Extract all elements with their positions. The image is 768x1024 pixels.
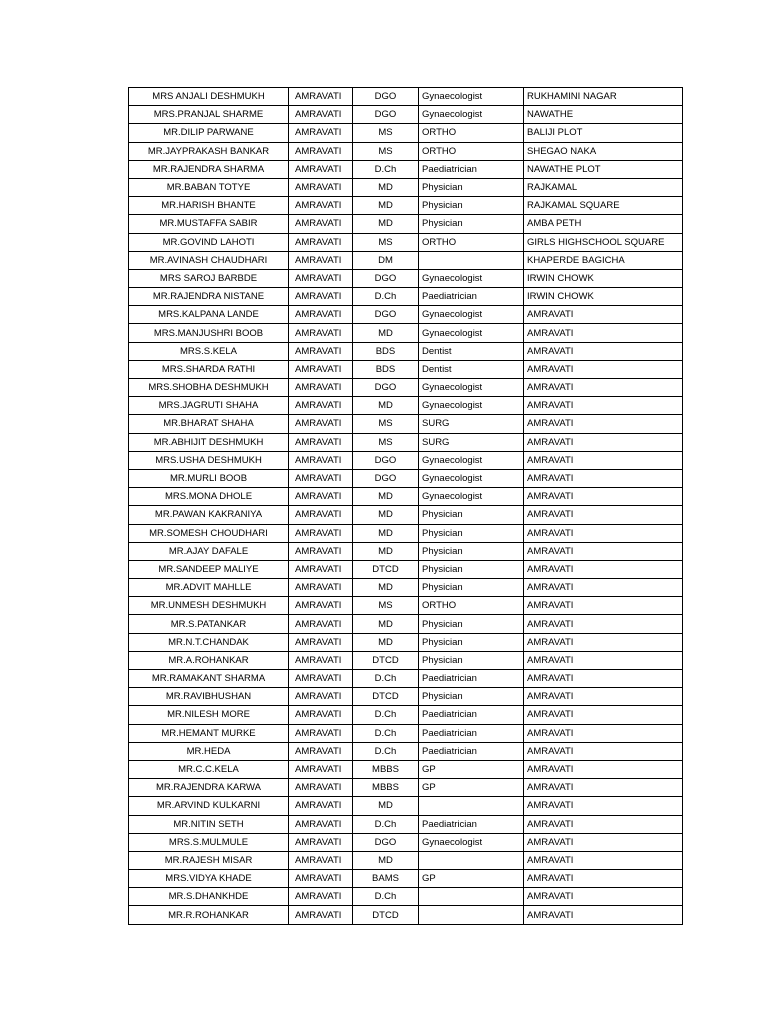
doctor-name-cell: MR.C.C.KELA <box>129 760 289 778</box>
city-cell: AMRAVATI <box>289 88 353 106</box>
specialty-cell: Physician <box>419 506 524 524</box>
city-cell: AMRAVATI <box>289 178 353 196</box>
address-cell: BALIJI PLOT <box>524 124 683 142</box>
degree-cell: DGO <box>353 379 419 397</box>
doctor-name-cell: MRS.S.MULMULE <box>129 833 289 851</box>
table-row <box>129 269 683 287</box>
doctor-name-cell: MRS.KALPANA LANDE <box>129 306 289 324</box>
specialty-cell: Physician <box>419 560 524 578</box>
degree-cell: MS <box>353 142 419 160</box>
specialty-cell: GP <box>419 779 524 797</box>
address-cell: AMRAVATI <box>524 397 683 415</box>
doctor-name-cell: MR.AVINASH CHAUDHARI <box>129 251 289 269</box>
degree-cell: MD <box>353 633 419 651</box>
specialty-cell <box>419 851 524 869</box>
degree-cell: MS <box>353 415 419 433</box>
address-cell: IRWIN CHOWK <box>524 269 683 287</box>
specialty-cell: GP <box>419 870 524 888</box>
degree-cell: DGO <box>353 106 419 124</box>
address-cell: NAWATHE <box>524 106 683 124</box>
specialty-cell: Gynaecologist <box>419 324 524 342</box>
address-cell: AMRAVATI <box>524 342 683 360</box>
doctor-name-cell: MRS.USHA DESHMUKH <box>129 451 289 469</box>
specialty-cell: Paediatrician <box>419 160 524 178</box>
doctor-name-cell: MRS ANJALI DESHMUKH <box>129 88 289 106</box>
table-row <box>129 506 683 524</box>
address-cell: AMBA PETH <box>524 215 683 233</box>
doctor-name-cell: MRS.JAGRUTI SHAHA <box>129 397 289 415</box>
city-cell: AMRAVATI <box>289 579 353 597</box>
address-cell: AMRAVATI <box>524 379 683 397</box>
city-cell: AMRAVATI <box>289 469 353 487</box>
city-cell: AMRAVATI <box>289 397 353 415</box>
address-cell: GIRLS HIGHSCHOOL SQUARE <box>524 233 683 251</box>
degree-cell: MD <box>353 197 419 215</box>
doctor-name-cell: MRS.S.KELA <box>129 342 289 360</box>
city-cell: AMRAVATI <box>289 851 353 869</box>
doctor-name-cell: MRS.PRANJAL SHARME <box>129 106 289 124</box>
specialty-cell: Physician <box>419 178 524 196</box>
doctor-name-cell: MR.UNMESH DESHMUKH <box>129 597 289 615</box>
address-cell: AMRAVATI <box>524 597 683 615</box>
city-cell: AMRAVATI <box>289 360 353 378</box>
address-cell: AMRAVATI <box>524 870 683 888</box>
doctor-directory-table <box>128 87 683 925</box>
city-cell: AMRAVATI <box>289 724 353 742</box>
specialty-cell: Physician <box>419 197 524 215</box>
degree-cell: DTCD <box>353 651 419 669</box>
city-cell: AMRAVATI <box>289 142 353 160</box>
table-row <box>129 288 683 306</box>
city-cell: AMRAVATI <box>289 870 353 888</box>
city-cell: AMRAVATI <box>289 542 353 560</box>
table-row <box>129 124 683 142</box>
city-cell: AMRAVATI <box>289 779 353 797</box>
table-row <box>129 524 683 542</box>
table-row <box>129 415 683 433</box>
address-cell: AMRAVATI <box>524 306 683 324</box>
city-cell: AMRAVATI <box>289 633 353 651</box>
degree-cell: MD <box>353 215 419 233</box>
degree-cell: DGO <box>353 833 419 851</box>
degree-cell: MD <box>353 524 419 542</box>
table-row <box>129 397 683 415</box>
specialty-cell: Dentist <box>419 342 524 360</box>
degree-cell: MD <box>353 324 419 342</box>
specialty-cell: Gynaecologist <box>419 488 524 506</box>
specialty-cell: Physician <box>419 651 524 669</box>
address-cell: AMRAVATI <box>524 833 683 851</box>
doctor-name-cell: MR.R.ROHANKAR <box>129 906 289 924</box>
doctor-name-cell: MR.RAVIBHUSHAN <box>129 688 289 706</box>
address-cell: NAWATHE PLOT <box>524 160 683 178</box>
doctor-name-cell: MR.N.T.CHANDAK <box>129 633 289 651</box>
doctor-name-cell: MRS.MONA DHOLE <box>129 488 289 506</box>
city-cell: AMRAVATI <box>289 433 353 451</box>
city-cell: AMRAVATI <box>289 269 353 287</box>
doctor-name-cell: MR.RAJENDRA NISTANE <box>129 288 289 306</box>
specialty-cell: Gynaecologist <box>419 306 524 324</box>
table-row <box>129 797 683 815</box>
doctor-name-cell: MR.RAJENDRA KARWA <box>129 779 289 797</box>
degree-cell: MBBS <box>353 779 419 797</box>
specialty-cell: ORTHO <box>419 142 524 160</box>
specialty-cell: Gynaecologist <box>419 451 524 469</box>
table-row <box>129 451 683 469</box>
city-cell: AMRAVATI <box>289 197 353 215</box>
address-cell: IRWIN CHOWK <box>524 288 683 306</box>
specialty-cell <box>419 906 524 924</box>
specialty-cell <box>419 251 524 269</box>
table-row <box>129 360 683 378</box>
degree-cell: D.Ch <box>353 888 419 906</box>
degree-cell: D.Ch <box>353 742 419 760</box>
specialty-cell: Paediatrician <box>419 742 524 760</box>
doctor-name-cell: MR.S.PATANKAR <box>129 615 289 633</box>
address-cell: AMRAVATI <box>524 360 683 378</box>
doctor-name-cell: MR.HEDA <box>129 742 289 760</box>
city-cell: AMRAVATI <box>289 597 353 615</box>
table-row <box>129 888 683 906</box>
degree-cell: D.Ch <box>353 160 419 178</box>
doctor-name-cell: MR.BHARAT SHAHA <box>129 415 289 433</box>
city-cell: AMRAVATI <box>289 106 353 124</box>
address-cell: AMRAVATI <box>524 742 683 760</box>
city-cell: AMRAVATI <box>289 124 353 142</box>
specialty-cell: Paediatrician <box>419 706 524 724</box>
degree-cell: D.Ch <box>353 724 419 742</box>
table-body <box>129 88 683 925</box>
table-row <box>129 670 683 688</box>
table-row <box>129 433 683 451</box>
specialty-cell: Physician <box>419 615 524 633</box>
doctor-name-cell: MR.HEMANT MURKE <box>129 724 289 742</box>
degree-cell: DGO <box>353 306 419 324</box>
doctor-name-cell: MRS.VIDYA KHADE <box>129 870 289 888</box>
table-row <box>129 251 683 269</box>
address-cell: AMRAVATI <box>524 851 683 869</box>
address-cell: AMRAVATI <box>524 724 683 742</box>
table-row <box>129 706 683 724</box>
table-row <box>129 488 683 506</box>
doctor-name-cell: MR.BABAN TOTYE <box>129 178 289 196</box>
address-cell: AMRAVATI <box>524 688 683 706</box>
degree-cell: MS <box>353 597 419 615</box>
degree-cell: DM <box>353 251 419 269</box>
table-row <box>129 579 683 597</box>
degree-cell: DTCD <box>353 906 419 924</box>
degree-cell: MS <box>353 433 419 451</box>
address-cell: AMRAVATI <box>524 651 683 669</box>
degree-cell: MD <box>353 579 419 597</box>
doctor-name-cell: MR.RAJENDRA SHARMA <box>129 160 289 178</box>
doctor-name-cell: MR.S.DHANKHDE <box>129 888 289 906</box>
city-cell: AMRAVATI <box>289 760 353 778</box>
table-row <box>129 615 683 633</box>
doctor-name-cell: MR.RAMAKANT SHARMA <box>129 670 289 688</box>
address-cell: AMRAVATI <box>524 506 683 524</box>
specialty-cell: Physician <box>419 524 524 542</box>
table-row <box>129 833 683 851</box>
doctor-name-cell: MR.RAJESH MISAR <box>129 851 289 869</box>
address-cell: AMRAVATI <box>524 633 683 651</box>
table-row <box>129 688 683 706</box>
table-row <box>129 906 683 924</box>
city-cell: AMRAVATI <box>289 488 353 506</box>
table-row <box>129 469 683 487</box>
doctor-name-cell: MR.SANDEEP MALIYE <box>129 560 289 578</box>
city-cell: AMRAVATI <box>289 251 353 269</box>
address-cell: AMRAVATI <box>524 579 683 597</box>
specialty-cell: SURG <box>419 415 524 433</box>
degree-cell: BAMS <box>353 870 419 888</box>
specialty-cell: Paediatrician <box>419 724 524 742</box>
table-row <box>129 760 683 778</box>
specialty-cell: GP <box>419 760 524 778</box>
address-cell: AMRAVATI <box>524 433 683 451</box>
degree-cell: MS <box>353 124 419 142</box>
degree-cell: BDS <box>353 342 419 360</box>
specialty-cell: Gynaecologist <box>419 397 524 415</box>
address-cell: AMRAVATI <box>524 706 683 724</box>
table-row <box>129 597 683 615</box>
city-cell: AMRAVATI <box>289 888 353 906</box>
degree-cell: MD <box>353 851 419 869</box>
specialty-cell: ORTHO <box>419 124 524 142</box>
address-cell: AMRAVATI <box>524 779 683 797</box>
address-cell: AMRAVATI <box>524 451 683 469</box>
degree-cell: MS <box>353 233 419 251</box>
doctor-name-cell: MR.HARISH BHANTE <box>129 197 289 215</box>
degree-cell: MD <box>353 506 419 524</box>
table-row <box>129 870 683 888</box>
address-cell: AMRAVATI <box>524 815 683 833</box>
address-cell: SHEGAO NAKA <box>524 142 683 160</box>
degree-cell: MD <box>353 542 419 560</box>
table-row <box>129 651 683 669</box>
doctor-name-cell: MR.MUSTAFFA SABIR <box>129 215 289 233</box>
degree-cell: MD <box>353 488 419 506</box>
specialty-cell <box>419 797 524 815</box>
doctor-name-cell: MRS SAROJ BARBDE <box>129 269 289 287</box>
city-cell: AMRAVATI <box>289 815 353 833</box>
city-cell: AMRAVATI <box>289 324 353 342</box>
city-cell: AMRAVATI <box>289 651 353 669</box>
city-cell: AMRAVATI <box>289 215 353 233</box>
specialty-cell: Gynaecologist <box>419 469 524 487</box>
specialty-cell: ORTHO <box>419 597 524 615</box>
specialty-cell: Physician <box>419 579 524 597</box>
table-row <box>129 633 683 651</box>
address-cell: KHAPERDE BAGICHA <box>524 251 683 269</box>
specialty-cell: Gynaecologist <box>419 88 524 106</box>
degree-cell: D.Ch <box>353 706 419 724</box>
doctor-name-cell: MR.DILIP PARWANE <box>129 124 289 142</box>
specialty-cell: Gynaecologist <box>419 269 524 287</box>
address-cell: AMRAVATI <box>524 469 683 487</box>
city-cell: AMRAVATI <box>289 379 353 397</box>
degree-cell: D.Ch <box>353 288 419 306</box>
table-row <box>129 779 683 797</box>
doctor-name-cell: MR.ARVIND KULKARNI <box>129 797 289 815</box>
degree-cell: MD <box>353 797 419 815</box>
specialty-cell: SURG <box>419 433 524 451</box>
address-cell: AMRAVATI <box>524 324 683 342</box>
table-row <box>129 233 683 251</box>
table-row <box>129 542 683 560</box>
address-cell: AMRAVATI <box>524 542 683 560</box>
address-cell: AMRAVATI <box>524 670 683 688</box>
address-cell: AMRAVATI <box>524 415 683 433</box>
doctor-name-cell: MR.AJAY DAFALE <box>129 542 289 560</box>
city-cell: AMRAVATI <box>289 288 353 306</box>
specialty-cell: Physician <box>419 215 524 233</box>
address-cell: AMRAVATI <box>524 760 683 778</box>
degree-cell: BDS <box>353 360 419 378</box>
table-row <box>129 88 683 106</box>
table-row <box>129 197 683 215</box>
city-cell: AMRAVATI <box>289 342 353 360</box>
city-cell: AMRAVATI <box>289 160 353 178</box>
specialty-cell: Dentist <box>419 360 524 378</box>
table-row <box>129 742 683 760</box>
specialty-cell: Gynaecologist <box>419 106 524 124</box>
address-cell: AMRAVATI <box>524 524 683 542</box>
doctor-name-cell: MR.ABHIJIT DESHMUKH <box>129 433 289 451</box>
doctor-name-cell: MR.NILESH MORE <box>129 706 289 724</box>
table-row <box>129 178 683 196</box>
doctor-name-cell: MRS.MANJUSHRI BOOB <box>129 324 289 342</box>
address-cell: AMRAVATI <box>524 888 683 906</box>
specialty-cell: Paediatrician <box>419 670 524 688</box>
city-cell: AMRAVATI <box>289 415 353 433</box>
table-row <box>129 815 683 833</box>
city-cell: AMRAVATI <box>289 451 353 469</box>
table-row <box>129 342 683 360</box>
city-cell: AMRAVATI <box>289 797 353 815</box>
doctor-name-cell: MRS.SHARDA RATHI <box>129 360 289 378</box>
address-cell: AMRAVATI <box>524 797 683 815</box>
doctor-name-cell: MRS.SHOBHA DESHMUKH <box>129 379 289 397</box>
city-cell: AMRAVATI <box>289 524 353 542</box>
degree-cell: DTCD <box>353 560 419 578</box>
city-cell: AMRAVATI <box>289 233 353 251</box>
table-row <box>129 560 683 578</box>
specialty-cell: Physician <box>419 688 524 706</box>
city-cell: AMRAVATI <box>289 306 353 324</box>
table-row <box>129 215 683 233</box>
address-cell: AMRAVATI <box>524 906 683 924</box>
address-cell: RAJKAMAL SQUARE <box>524 197 683 215</box>
doctor-name-cell: MR.PAWAN KAKRANIYA <box>129 506 289 524</box>
specialty-cell: Gynaecologist <box>419 379 524 397</box>
city-cell: AMRAVATI <box>289 688 353 706</box>
city-cell: AMRAVATI <box>289 906 353 924</box>
doctor-name-cell: MR.A.ROHANKAR <box>129 651 289 669</box>
doctor-name-cell: MR.GOVIND LAHOTI <box>129 233 289 251</box>
specialty-cell: Gynaecologist <box>419 833 524 851</box>
degree-cell: DGO <box>353 469 419 487</box>
degree-cell: DTCD <box>353 688 419 706</box>
table-row <box>129 142 683 160</box>
table-row <box>129 324 683 342</box>
city-cell: AMRAVATI <box>289 506 353 524</box>
table-row <box>129 160 683 178</box>
table-row <box>129 724 683 742</box>
city-cell: AMRAVATI <box>289 560 353 578</box>
specialty-cell: Physician <box>419 633 524 651</box>
table-row <box>129 306 683 324</box>
specialty-cell: Paediatrician <box>419 815 524 833</box>
degree-cell: MBBS <box>353 760 419 778</box>
degree-cell: D.Ch <box>353 670 419 688</box>
specialty-cell: ORTHO <box>419 233 524 251</box>
address-cell: RAJKAMAL <box>524 178 683 196</box>
doctor-name-cell: MR.NITIN SETH <box>129 815 289 833</box>
city-cell: AMRAVATI <box>289 670 353 688</box>
doctor-name-cell: MR.SOMESH CHOUDHARI <box>129 524 289 542</box>
doctor-name-cell: MR.ADVIT MAHLLE <box>129 579 289 597</box>
degree-cell: DGO <box>353 269 419 287</box>
city-cell: AMRAVATI <box>289 742 353 760</box>
specialty-cell: Paediatrician <box>419 288 524 306</box>
address-cell: RUKHAMINI NAGAR <box>524 88 683 106</box>
doctor-name-cell: MR.JAYPRAKASH BANKAR <box>129 142 289 160</box>
city-cell: AMRAVATI <box>289 615 353 633</box>
table-row <box>129 106 683 124</box>
city-cell: AMRAVATI <box>289 833 353 851</box>
degree-cell: MD <box>353 615 419 633</box>
doctor-name-cell: MR.MURLI BOOB <box>129 469 289 487</box>
specialty-cell <box>419 888 524 906</box>
degree-cell: MD <box>353 397 419 415</box>
degree-cell: MD <box>353 178 419 196</box>
table-row <box>129 851 683 869</box>
table-row <box>129 379 683 397</box>
specialty-cell: Physician <box>419 542 524 560</box>
address-cell: AMRAVATI <box>524 560 683 578</box>
degree-cell: DGO <box>353 451 419 469</box>
address-cell: AMRAVATI <box>524 615 683 633</box>
degree-cell: D.Ch <box>353 815 419 833</box>
city-cell: AMRAVATI <box>289 706 353 724</box>
degree-cell: DGO <box>353 88 419 106</box>
address-cell: AMRAVATI <box>524 488 683 506</box>
